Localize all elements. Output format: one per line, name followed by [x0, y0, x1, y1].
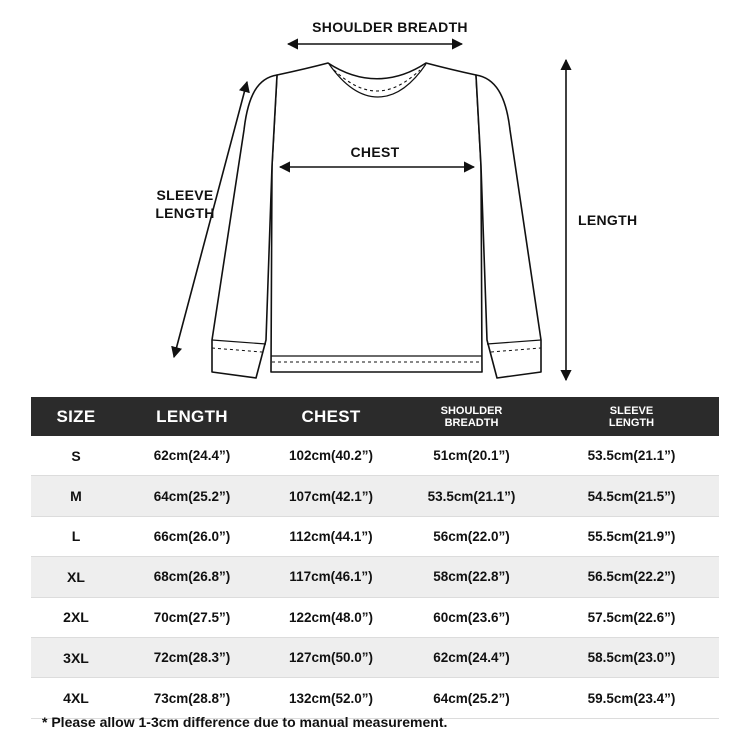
size-cell: 2XL [31, 597, 121, 637]
chest-cell: 132cm(52.0”) [263, 678, 399, 718]
table-row [31, 557, 719, 597]
sleeve-cell: 57.5cm(22.6”) [544, 597, 719, 637]
chest-cell: 117cm(46.1”) [263, 557, 399, 597]
size-cell: XL [31, 557, 121, 597]
chest-cell: 102cm(40.2”) [263, 436, 399, 476]
size-cell: M [31, 476, 121, 516]
header-sleeve-line2: LENGTH [608, 416, 655, 429]
sleeve-label-line1: SLEEVE [156, 187, 214, 203]
size-chart-table [31, 397, 719, 719]
length-cell: 66cm(26.0”) [121, 516, 263, 556]
table-row [31, 436, 719, 476]
chest-cell: 122cm(48.0”) [263, 597, 399, 637]
header-shoulder-line2: BREADTH [444, 416, 499, 429]
header-sleeve-length [544, 397, 719, 436]
size-cell: S [31, 436, 121, 476]
sleeve-cell: 55.5cm(21.9”) [544, 516, 719, 556]
shoulder-cell: 51cm(20.1”) [399, 436, 544, 476]
measurement-footnote: * Please allow 1-3cm difference due to manual measurement. [42, 714, 448, 730]
chest-cell: 107cm(42.1”) [263, 476, 399, 516]
sleeve-cell: 58.5cm(23.0”) [544, 637, 719, 677]
shoulder-cell: 53.5cm(21.1”) [399, 476, 544, 516]
length-cell: 64cm(25.2”) [121, 476, 263, 516]
sleeve-label-line2: LENGTH [155, 205, 215, 221]
table-header-row [31, 397, 719, 436]
sleeve-cell: 59.5cm(23.4”) [544, 678, 719, 718]
sleeve-cell: 53.5cm(21.1”) [544, 436, 719, 476]
header-chest: CHEST [263, 397, 399, 436]
header-size: SIZE [31, 397, 121, 436]
chest-cell: 112cm(44.1”) [263, 516, 399, 556]
length-cell: 70cm(27.5”) [121, 597, 263, 637]
size-cell: 4XL [31, 678, 121, 718]
table-row [31, 476, 719, 516]
length-label: LENGTH [578, 212, 638, 228]
table-row [31, 516, 719, 556]
sleeve-length-label [150, 186, 220, 222]
length-cell: 72cm(28.3”) [121, 637, 263, 677]
shoulder-cell: 56cm(22.0”) [399, 516, 544, 556]
shoulder-cell: 58cm(22.8”) [399, 557, 544, 597]
shoulder-cell: 62cm(24.4”) [399, 637, 544, 677]
size-cell: L [31, 516, 121, 556]
table-row [31, 637, 719, 677]
chest-cell: 127cm(50.0”) [263, 637, 399, 677]
shoulder-cell: 64cm(25.2”) [399, 678, 544, 718]
size-cell: 3XL [31, 637, 121, 677]
shoulder-cell: 60cm(23.6”) [399, 597, 544, 637]
header-length: LENGTH [121, 397, 263, 436]
sleeve-cell: 54.5cm(21.5”) [544, 476, 719, 516]
length-cell: 68cm(26.8”) [121, 557, 263, 597]
table-row [31, 678, 719, 718]
header-shoulder-line1: SHOULDER [440, 404, 503, 417]
header-sleeve-line1: SLEEVE [609, 404, 654, 417]
header-shoulder-breadth [399, 397, 544, 436]
sleeve-cell: 56.5cm(22.2”) [544, 557, 719, 597]
shoulder-breadth-label: SHOULDER BREADTH [312, 19, 468, 35]
chest-label: CHEST [350, 144, 400, 160]
length-cell: 62cm(24.4”) [121, 436, 263, 476]
table-row [31, 597, 719, 637]
length-cell: 73cm(28.8”) [121, 678, 263, 718]
